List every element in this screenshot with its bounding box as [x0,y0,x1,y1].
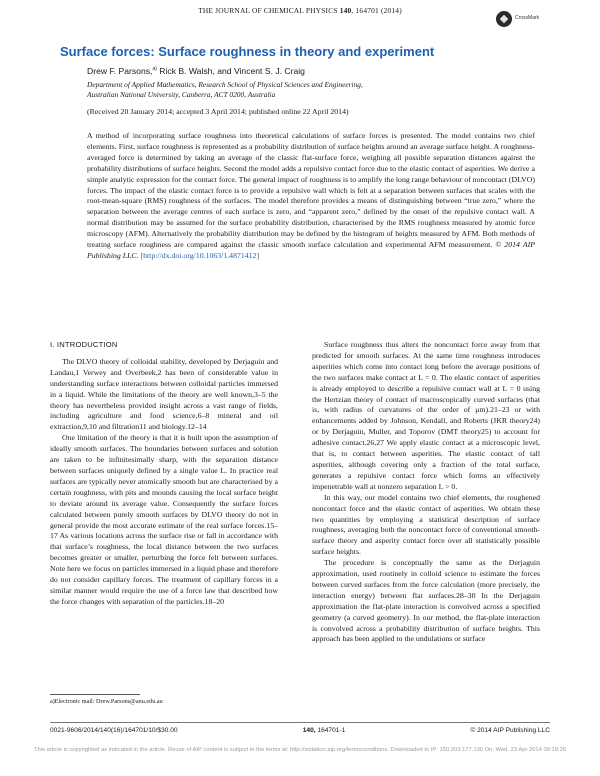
page-footer [50,727,550,734]
journal-volume: 140 [339,6,352,15]
footnote-email: a)Electronic mail: Drew.Parsons@anu.edu.au [50,698,163,705]
journal-name: THE JOURNAL OF CHEMICAL PHYSICS [198,6,338,15]
crossmark-icon [496,11,512,27]
author-footnote-mark: a) [152,66,157,73]
crossmark-label: CrossMark [515,15,540,22]
author-rest: Rick B. Walsh, and Vincent S. J. Craig [156,66,305,76]
footer-page [303,727,346,734]
author-list [87,66,305,76]
journal-citation: 164701 (2014) [355,6,402,15]
intro-paragraph-2: One limitation of the theory is that it is built upon the assumption of ideally smooth surfaces. The boundaries between surfaces and solution are taken to be infinitesimally sharp, with the separation distance between surfaces uniquely defined by a single value L. In practice real surfaces are typically never atomically smooth but are characterised by a certain roughness, with pits and mounds causing the local surface height to deviate around its average value. Consequently the surface forces calculated between purely smooth surfaces by DLVO theory do not in general provide the most accurate estimate of the real surface forces.15–17 As various locations across the surface rise or fall in accordance with that surface’s roughness, the local distance between the two surfaces becomes greater or smaller, perturbing the force felt between surfaces. Note here we focus on particles immersed in a liquid phase and therefore do not consider capillary forces. The treatment of capillary forces in a similar manner would require the use of a force law that described how the force changes with separation of the particles.18–20 [50,433,278,606]
footer-volume: 140, [302,727,316,734]
footer-page-number: 164701-1 [315,727,346,734]
footer-issn: 0021-9606/2014/140(16)/164701/10/$30.00 [50,727,178,734]
left-column [50,340,278,608]
affiliation [87,80,547,100]
right-column [312,340,540,645]
abstract-copyright: © 2014 AIP Publishing LLC. [87,240,535,260]
crossmark-badge[interactable] [496,9,560,29]
intro-paragraph-4: In this way, our model contains two chief elements, the roughened noncontact force and the elastic contact of asperities. We obtain these two quantities by employing a statistical description of surface roughness, averaging both the noncontact force of conventional smooth-surface theory and asperity contact force over all statistically possible surface heights. [312,492,540,557]
reuse-notice: This article is copyrighted as indicated in the article. Reuse of AIP content is subject to the terms at: http://scitation.aip.org/termsconditions. Downloaded to IP: 150.203.177.130 On: Wed, 23 Apr 2014 00:19:26 [33,747,567,753]
footer-divider [50,722,550,723]
abstract [87,131,535,262]
received-dates: (Received 20 January 2014; accepted 3 April 2014; published online 22 April 2014) [87,107,349,116]
section-heading: I. INTRODUCTION [50,340,118,349]
abstract-text: A method of incorporating surface roughness into theoretical calculations of surface forces is presented. The model contains two chief elements. First, surface roughness is represented as a probability distribution of surface heights around an average surface height. A roughness-averaged force is determined by taking an average of the classic flat-surface force, weighing all possible separation distances against the probability distributions of surface heights. Second the model adds a repulsive contact force due to the elastic contact of asperities. We derive a simple analytic expression for the contact force. The general impact of roughness is to amplify the long range behaviour of noncontact (DLVO) forces. The impact of the elastic contact force is to provide a repulsive wall which is felt at a separation between surfaces that scales with the root-mean-square (RMS) roughness of the surfaces. The model therefore provides a means of distinguishing between “true zero,” where the separation between the average centres of each surface is zero, and “apparent zero,” defined by the onset of the repulsive contact wall. A normal distribution may be assumed for the surface probability distribution, characterised by the RMS roughness measured by atomic force microscopy (AFM). Alternatively the probability distribution may be defined by the histogram of heights measured by AFM. Both methods of treating surface roughness are compared against the classic smooth surface calculation and experimental AFM measurement. [87,131,535,250]
footnote-divider [50,694,140,695]
intro-paragraph-5: The procedure is conceptually the same as the Derjaguin approximation, used routinely in colloid science to estimate the forces between curved surfaces from the force calculation (more precisely, the interaction energy) between flat surfaces.28–30 In the Derjaguin approximation the flat-plate interaction is convolved across a specified geometry (a curved geometry). In our method, the flat-plate interaction is convolved across a probability distribution of surface heights. This approach has been applied to the undulations or surface [312,558,540,644]
journal-header: THE JOURNAL OF CHEMICAL PHYSICS 140, 164701 (2014) [198,6,402,15]
intro-paragraph-1: The DLVO theory of colloidal stability, developed by Derjaguin and Landau,1 Verwey and Overbeek,2 has been of considerable value in understanding surface interactions between colloidal particles immersed in a liquid. While the limitations of the theory are well known,3–5 the theory has nevertheless provided insight across a vast range of fields, including agriculture and food science,6–8 mineral and oil extraction,9,10 and filtration11 and biology.12–14 [50,356,278,432]
doi-link[interactable]: [http://dx.doi.org/10.1063/1.4871412] [140,250,260,260]
article-title: Surface forces: Surface roughness in theory and experiment [60,44,435,59]
intro-paragraph-3: Surface roughness thus alters the noncontact force away from that predicted for smooth surfaces. At the same time roughness introduces asperities which come into contact long before the average positions of the two surfaces make contact at L = 0. The elastic contact of asperities is already employed to describe a repulsive contact wall at L = 0 using the Hertzian theory of contact of macroscopically curved surfaces (that is, with radius of curvatures of the order of μm).21–23 or with enhancements added by Johnson, Kendall, and Roberts (JKR theory24) or by Derjaguin, Muller, and Toporov (DMT theory25) to account for adhesive contact.26,27 We apply elastic contact at a microscopic level, that is, to contact between asperities. The elastic contact of tall asperities, although covering only a fraction of the total surface, generates a repulsive contact force which forms an effectively impenetrable wall at nonzero separation L > 0. [312,340,540,491]
author-first: Drew F. Parsons, [87,66,153,76]
affiliation-line-1: Department of Applied Mathematics, Research School of Physical Sciences and Engineering, [87,80,363,89]
affiliation-line-2: Australian National University, Canberra, ACT 0200, Australia [87,90,276,99]
footer-copyright: © 2014 AIP Publishing LLC [470,727,550,734]
